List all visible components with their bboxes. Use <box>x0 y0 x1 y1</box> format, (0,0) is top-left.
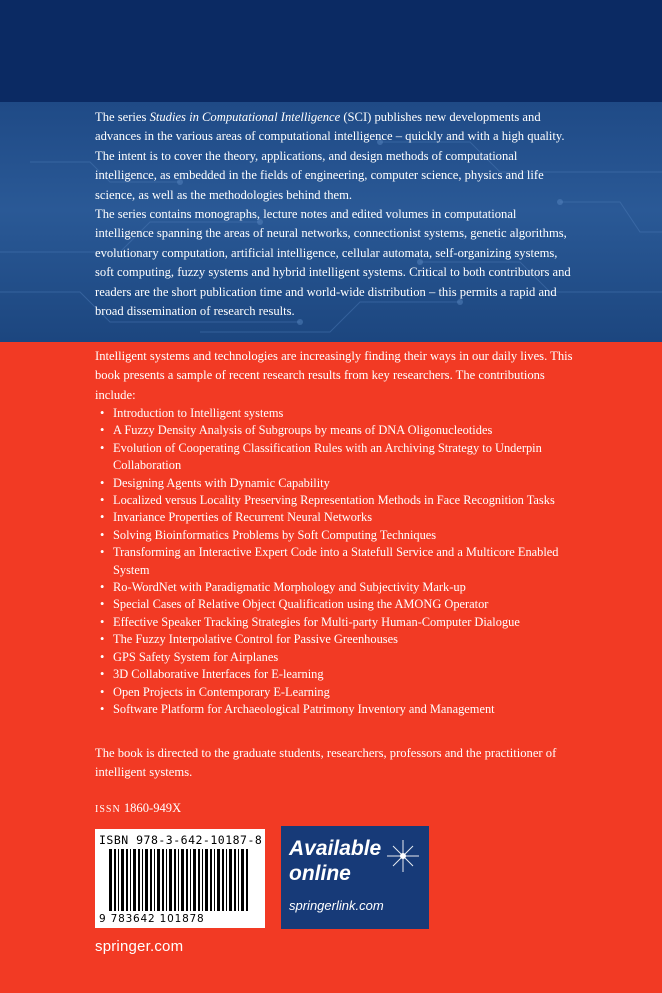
barcode-bar <box>234 849 236 911</box>
contribution-title: Solving Bioinformatics Problems by Soft Computing Techniques <box>113 527 437 542</box>
barcode-bar <box>169 849 172 911</box>
contribution-item <box>98 596 568 613</box>
barcode-bar <box>190 849 191 911</box>
barcode-bar <box>214 849 215 911</box>
series-rest: (SCI) publishes new developments and advances in the various areas of computational intelligence – quickly and with a high quality. The intent is to cover the theory, applications, and design methods of computational intelligence, as embedded in the fields of engineering, computer science, physics and life science, as well as the methodologies behind them. <box>95 110 565 202</box>
bullet-icon: • <box>100 423 105 438</box>
sparkle-icon <box>385 838 421 874</box>
barcode-bar <box>118 849 119 911</box>
barcode-bar <box>109 849 112 911</box>
bullet-icon: • <box>100 701 105 716</box>
barcode-isbn: ISBN 978-3-642-10187-8 <box>99 833 263 847</box>
contribution-title: Effective Speaker Tracking Strategies for Multi-party Human-Computer Dialogue <box>113 614 520 629</box>
bullet-icon: • <box>100 684 105 699</box>
contribution-title: Special Cases of Relative Object Qualification using the AMONG Operator <box>113 597 489 612</box>
closing-statement: The book is directed to the graduate students, researchers, professors and the practitioner of intelligent systems. <box>95 746 557 780</box>
bullet-icon: • <box>100 406 105 420</box>
contribution-title: 3D Collaborative Interfaces for E-learning <box>113 667 324 682</box>
bullet-icon: • <box>100 493 105 508</box>
barcode-bar <box>205 849 208 911</box>
contribution-title: Ro-WordNet with Paradigmatic Morphology and Subjectivity Mark-up <box>113 580 466 595</box>
contribution-item <box>98 405 568 422</box>
contribution-title: Localized versus Locality Preserving Representation Methods in Face Recognition Tasks <box>113 493 555 508</box>
available-line1: Available <box>289 837 382 860</box>
springerlink-url[interactable]: springerlink.com <box>289 898 384 913</box>
contribution-item <box>98 684 568 701</box>
available-online-badge[interactable] <box>281 826 429 929</box>
contribution-item <box>98 631 568 648</box>
barcode-bar <box>150 849 152 911</box>
contribution-item <box>98 440 568 475</box>
contribution-item <box>98 614 568 631</box>
bullet-icon: • <box>100 510 105 525</box>
contribution-title: Transforming an Interactive Expert Code into a Statefull Service and a Multicore Enabled System <box>113 545 559 577</box>
bullet-icon: • <box>100 580 105 595</box>
contribution-item <box>98 544 568 579</box>
barcode-bar <box>178 849 179 911</box>
contribution-title: GPS Safety System for Airplanes <box>113 649 279 664</box>
bullet-icon: • <box>100 475 105 490</box>
contribution-title: Open Projects in Contemporary E-Learning <box>113 684 330 699</box>
contribution-item <box>98 666 568 683</box>
contribution-item <box>98 422 568 439</box>
barcode-digits: 9 783642 101878 <box>99 913 205 925</box>
contribution-item <box>98 492 568 509</box>
series-paragraph-1 <box>95 108 575 205</box>
contribution-item <box>98 579 568 596</box>
contribution-title: Software Platform for Archaeological Patrimony Inventory and Management <box>113 701 495 716</box>
bullet-icon: • <box>100 597 105 612</box>
available-line2: online <box>289 862 351 885</box>
issn-number: 1860-949X <box>120 801 182 815</box>
bullet-icon: • <box>100 545 105 560</box>
available-online-title <box>289 836 381 886</box>
contribution-title: The Fuzzy Interpolative Control for Passive Greenhouses <box>113 632 398 647</box>
isbn-barcode <box>95 829 265 928</box>
barcode-bar <box>154 849 155 911</box>
barcode-bar <box>174 849 176 911</box>
barcode-bar <box>226 849 227 911</box>
barcode-bar <box>186 849 188 911</box>
barcode-bar <box>114 849 116 911</box>
bullet-icon: • <box>100 527 105 542</box>
barcode-bar <box>126 849 128 911</box>
book-intro: Intelligent systems and technologies are increasingly finding their ways in our daily lives. This book presents a sample of recent research results from key researchers. The contributions include: <box>95 349 573 402</box>
contributions-list <box>98 405 568 718</box>
barcode-bar <box>162 849 164 911</box>
barcode-bar <box>142 849 143 911</box>
barcode-bar <box>210 849 212 911</box>
bullet-icon: • <box>100 667 105 682</box>
series-paragraph-2: The series contains monographs, lecture notes and edited volumes in computational intelligence spanning the areas of neural networks, connectionist systems, genetic algorithms, evolutionary computation, artificial intelligence, cellular automata, self-organizing systems, soft computing, fuzzy systems and hybrid intelligent systems. Critical to both contributors and readers are the short publication time and world-wide distribution – this permits a rapid and broad dissemination of research results. <box>95 207 571 319</box>
series-title: Studies in Computational Intelligence <box>149 110 341 124</box>
barcode-bar <box>133 849 136 911</box>
barcode-bar <box>222 849 224 911</box>
contribution-item <box>98 527 568 544</box>
contribution-item <box>98 475 568 492</box>
barcode-bar <box>138 849 140 911</box>
bullet-icon: • <box>100 649 105 664</box>
contribution-item <box>98 509 568 526</box>
barcode-bars <box>109 849 249 913</box>
barcode-bar <box>241 849 244 911</box>
top-band <box>0 0 662 102</box>
barcode-bar <box>238 849 239 911</box>
barcode-bar <box>166 849 167 911</box>
issn-line <box>95 801 181 816</box>
contribution-item <box>98 649 568 666</box>
bullet-icon: • <box>100 614 105 629</box>
contribution-title: Introduction to Intelligent systems <box>113 406 284 420</box>
bullet-icon: • <box>100 632 105 647</box>
bullet-icon: • <box>100 440 105 455</box>
barcode-bar <box>202 849 203 911</box>
series-prefix: The series <box>95 110 150 124</box>
publisher-url[interactable]: springer.com <box>95 938 184 955</box>
barcode-bar <box>145 849 148 911</box>
barcode-bar <box>198 849 200 911</box>
contribution-title: A Fuzzy Density Analysis of Subgroups by means of DNA Oligonucleotides <box>113 423 493 438</box>
issn-label: ISSN <box>95 804 121 815</box>
contribution-item <box>98 701 568 718</box>
series-description <box>95 108 575 321</box>
contribution-title: Evolution of Cooperating Classification Rules with an Archiving Strategy to Underpin Collaboration <box>113 440 542 473</box>
barcode-bar <box>121 849 124 911</box>
barcode-bar <box>130 849 131 911</box>
contribution-title: Invariance Properties of Recurrent Neural Networks <box>113 510 373 525</box>
barcode-bar <box>229 849 232 911</box>
barcode-bar <box>217 849 220 911</box>
barcode-bar <box>157 849 160 911</box>
barcode-bar <box>246 849 248 911</box>
contribution-title: Designing Agents with Dynamic Capability <box>113 475 330 490</box>
barcode-bar <box>181 849 184 911</box>
barcode-bar <box>193 849 196 911</box>
